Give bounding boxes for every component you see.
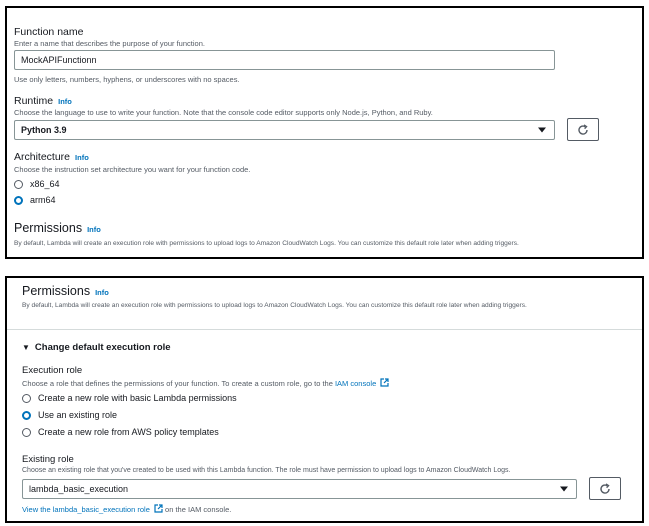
permissions-heading: Permissions Info	[22, 284, 109, 298]
radio-arm64[interactable]: arm64	[14, 195, 56, 205]
radio-icon	[22, 394, 31, 403]
permissions-panel	[5, 276, 644, 523]
permissions-description: By default, Lambda will create an execution role with permissions to upload logs to Amazon CloudWatch Logs. You can customize this default role later when adding triggers.	[14, 240, 519, 247]
function-name-input[interactable]	[14, 50, 555, 70]
radio-create-basic-role[interactable]: Create a new role with basic Lambda permissions	[22, 393, 237, 403]
radio-icon	[22, 428, 31, 437]
existing-role-selected-value: lambda_basic_execution	[29, 484, 129, 494]
runtime-selected-value: Python 3.9	[21, 125, 67, 135]
refresh-icon	[599, 483, 611, 495]
function-name-hint: Use only letters, numbers, hyphens, or underscores with no spaces.	[14, 75, 240, 84]
radio-x86-64[interactable]: x86_64	[14, 179, 60, 189]
chevron-down-icon	[538, 128, 546, 133]
permissions-info-link[interactable]: Info	[95, 288, 109, 297]
function-name-value: MockAPIFunctionn	[21, 55, 97, 65]
runtime-label: Runtime Info	[14, 95, 72, 107]
view-role-link[interactable]: View the lambda_basic_execution role	[22, 505, 150, 514]
radio-create-from-templates[interactable]: Create a new role from AWS policy templates	[22, 427, 219, 437]
runtime-select[interactable]	[14, 120, 555, 140]
architecture-info-link[interactable]: Info	[75, 153, 89, 162]
architecture-label: Architecture Info	[14, 151, 89, 163]
external-link-icon	[154, 504, 163, 513]
radio-icon	[14, 180, 23, 189]
external-link-icon	[380, 378, 389, 387]
runtime-info-link[interactable]: Info	[58, 97, 72, 106]
view-role-line: View the lambda_basic_execution role on the IAM console.	[22, 505, 232, 514]
function-name-description: Enter a name that describes the purpose of your function.	[14, 39, 205, 48]
iam-console-link[interactable]: IAM console	[334, 379, 377, 388]
permissions-description: By default, Lambda will create an execution role with permissions to upload logs to Amazon CloudWatch Logs. You can customize this default role later when adding triggers.	[22, 302, 527, 309]
existing-role-label: Existing role	[22, 454, 74, 465]
existing-role-select[interactable]	[22, 479, 577, 499]
permissions-heading: Permissions Info	[14, 221, 101, 235]
radio-selected-icon	[22, 411, 31, 420]
caret-down-icon: ▼	[22, 343, 30, 352]
function-config-panel	[5, 6, 644, 259]
runtime-description: Choose the language to use to write your function. Note that the console code editor supports only Node.js, Python, and Ruby.	[14, 108, 433, 117]
function-name-label: Function name	[14, 26, 84, 38]
runtime-refresh-button[interactable]	[567, 118, 599, 141]
radio-use-existing-role[interactable]: Use an existing role	[22, 410, 117, 420]
chevron-down-icon	[560, 487, 568, 492]
execution-role-description: Choose a role that defines the permissions of your function. To create a custom role, go to the IAM console	[22, 378, 389, 388]
change-execution-role-expander[interactable]: ▼ Change default execution role	[22, 342, 171, 353]
execution-role-label: Execution role	[22, 365, 83, 376]
architecture-description: Choose the instruction set architecture you want for your function code.	[14, 165, 251, 174]
refresh-icon	[577, 124, 589, 136]
radio-selected-icon	[14, 196, 23, 205]
divider	[7, 329, 642, 330]
permissions-info-link[interactable]: Info	[87, 225, 101, 234]
existing-role-description: Choose an existing role that you've created to be used with this Lambda function. The role must have permission to upload logs to Amazon CloudWatch Logs.	[22, 467, 511, 474]
existing-role-refresh-button[interactable]	[589, 477, 621, 500]
